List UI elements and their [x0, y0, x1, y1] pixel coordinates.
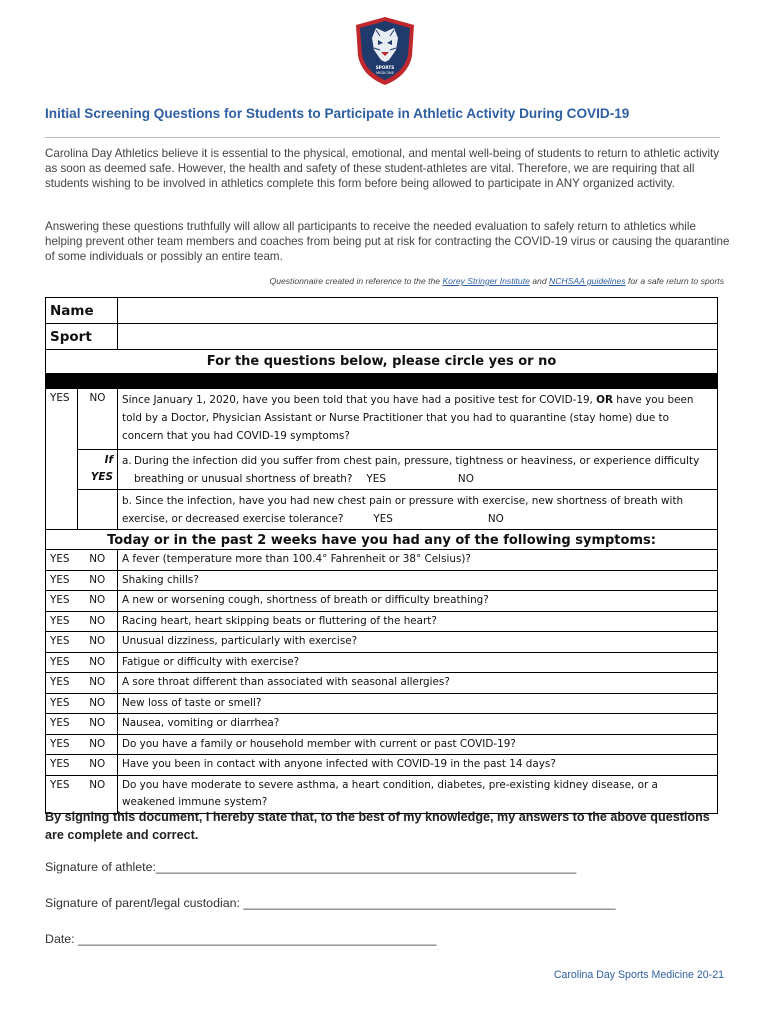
reference-middle: and	[529, 276, 549, 286]
symptom-no-option[interactable]: NO	[78, 632, 118, 653]
symptom-question: New loss of taste or smell?	[118, 693, 718, 714]
symptom-row	[46, 632, 718, 653]
symptom-question: Do you have a family or household member with current or past COVID-19?	[118, 734, 718, 755]
symptom-row	[46, 550, 718, 571]
qa-no-option[interactable]: NO	[457, 473, 474, 485]
symptom-question: Unusual dizziness, particularly with exercise?	[118, 632, 718, 653]
screening-table	[45, 297, 718, 814]
symptom-no-option[interactable]: NO	[78, 673, 118, 694]
symptom-row	[46, 714, 718, 735]
symptom-yes-option[interactable]: YES	[46, 550, 78, 571]
date-line[interactable]: ____________________________________________________	[78, 932, 437, 946]
symptom-question: A new or worsening cough, shortness of breath or difficulty breathing?	[118, 591, 718, 612]
q1-no-option[interactable]: NO	[78, 389, 118, 450]
symptom-no-option[interactable]: NO	[78, 734, 118, 755]
symptom-yes-option[interactable]: YES	[46, 632, 78, 653]
symptom-no-option[interactable]: NO	[78, 755, 118, 776]
logo-text-line1: SPORTS	[375, 65, 395, 70]
purpose-paragraph: Answering these questions truthfully will allow all participants to receive the needed evaluation to safely return to athletics while helping prevent other team members and coaches from being put at risk for contracting the COVID-19 virus or causing the quarantine of some individuals or possibly an entire team.	[45, 220, 730, 263]
symptom-yes-option[interactable]: YES	[46, 652, 78, 673]
q1-text-post: have you been told by a Doctor, Physician Assistant or Nurse Practitioner that you had to quarantine (stay home) due to concern that you had COVID-19 symptoms?	[122, 394, 694, 442]
reference-prefix: Questionnaire created in reference to the the	[269, 276, 443, 286]
q2-blank-cell	[46, 450, 78, 490]
q1-or: OR	[596, 394, 613, 406]
symptom-yes-option[interactable]: YES	[46, 591, 78, 612]
symptom-yes-option[interactable]: YES	[46, 755, 78, 776]
symptom-no-option[interactable]: NO	[78, 775, 118, 813]
q1-yes-option[interactable]: YES	[46, 389, 78, 450]
circle-heading: For the questions below, please circle yes or no	[46, 350, 718, 374]
sport-label: Sport	[46, 324, 118, 350]
nchsaa-guidelines-link[interactable]: NCHSAA guidelines	[549, 276, 626, 286]
q1-text-pre: Since January 1, 2020, have you been told that you have had a positive test for COVID-19,	[122, 394, 597, 406]
qb-yes-option[interactable]: YES	[373, 513, 393, 525]
athlete-signature-row	[45, 860, 576, 874]
symptom-row	[46, 611, 718, 632]
parent-signature-label: Signature of parent/legal custodian:	[45, 896, 244, 910]
logo-text-line2: MEDICINE	[376, 71, 394, 75]
korey-stringer-link[interactable]: Korey Stringer Institute	[442, 276, 530, 286]
page-title: Initial Screening Questions for Students to Participate in Athletic Activity During COVID-19	[45, 106, 630, 121]
symptom-row	[46, 673, 718, 694]
symptoms-list	[46, 550, 718, 814]
name-field[interactable]	[118, 298, 718, 324]
symptom-question: A fever (temperature more than 100.4° Fahrenheit or 38° Celsius)?	[118, 550, 718, 571]
sport-field[interactable]	[118, 324, 718, 350]
symptom-row	[46, 652, 718, 673]
symptom-no-option[interactable]: NO	[78, 714, 118, 735]
symptom-yes-option[interactable]: YES	[46, 673, 78, 694]
symptom-yes-option[interactable]: YES	[46, 693, 78, 714]
parent-signature-row	[45, 896, 616, 910]
symptom-no-option[interactable]: NO	[78, 591, 118, 612]
qa-label: a.	[122, 455, 132, 467]
symptom-no-option[interactable]: NO	[78, 652, 118, 673]
footer-text: Carolina Day Sports Medicine 20-21	[553, 969, 724, 981]
symptom-question: A sore throat different than associated with seasonal allergies?	[118, 673, 718, 694]
sports-medicine-logo	[354, 16, 416, 86]
if-yes-label: If YES	[78, 450, 118, 490]
athlete-signature-label: Signature of athlete:	[45, 860, 156, 874]
qb-question	[118, 490, 718, 530]
symptom-yes-option[interactable]: YES	[46, 775, 78, 813]
symptom-question: Shaking chills?	[118, 570, 718, 591]
date-row	[45, 932, 436, 946]
qb-blank-cell-2	[78, 490, 118, 530]
symptoms-heading: Today or in the past 2 weeks have you had any of the following symptoms:	[46, 530, 718, 550]
signing-statement: By signing this document, I hereby state that, to the best of my knowledge, my answers to the above questions are complete and correct.	[45, 810, 710, 842]
qa-question	[118, 450, 718, 490]
name-label: Name	[46, 298, 118, 324]
symptom-no-option[interactable]: NO	[78, 570, 118, 591]
symptom-no-option[interactable]: NO	[78, 693, 118, 714]
symptom-no-option[interactable]: NO	[78, 550, 118, 571]
qa-text: During the infection did you suffer from chest pain, pressure, tightness or heaviness, or experience difficulty breathing or unusual shortness of breath?	[134, 455, 700, 485]
date-label: Date:	[45, 932, 79, 946]
qb-no-option[interactable]: NO	[487, 513, 504, 525]
qb-text: b. Since the infection, have you had new chest pain or pressure with exercise, new shortness of breath with exercise, or decreased exercise tolerance?	[122, 495, 684, 525]
symptom-row	[46, 755, 718, 776]
symptom-question: Fatigue or difficulty with exercise?	[118, 652, 718, 673]
symptom-yes-option[interactable]: YES	[46, 570, 78, 591]
reference-suffix: for a safe return to sports	[625, 276, 724, 286]
symptom-yes-option[interactable]: YES	[46, 611, 78, 632]
reference-note	[270, 276, 724, 286]
symptom-row	[46, 591, 718, 612]
qa-yes-option[interactable]: YES	[366, 473, 386, 485]
black-separator-bar	[46, 374, 718, 389]
athlete-signature-line[interactable]: _____________________________________________________________	[155, 860, 577, 874]
symptom-question: Have you been in contact with anyone infected with COVID-19 in the past 14 days?	[118, 755, 718, 776]
symptom-yes-option[interactable]: YES	[46, 734, 78, 755]
symptom-row	[46, 570, 718, 591]
qb-blank-cell-1	[46, 490, 78, 530]
symptom-question: Nausea, vomiting or diarrhea?	[118, 714, 718, 735]
symptom-yes-option[interactable]: YES	[46, 714, 78, 735]
q1-positive-test-question	[118, 389, 718, 450]
symptom-row	[46, 693, 718, 714]
symptom-question: Do you have moderate to severe asthma, a heart condition, diabetes, pre-existing kidney disease, or a weakened immune system?	[118, 775, 718, 813]
title-divider	[45, 137, 720, 138]
symptom-question: Racing heart, heart skipping beats or fluttering of the heart?	[118, 611, 718, 632]
intro-paragraph: Carolina Day Athletics believe it is essential to the physical, emotional, and mental well-being of students to return to athletic activity as soon as deemed safe. However, the health and safety of these student-athletes are vital. Therefore, we are requiring that all students wishing to be involved in athletics complete this form before being allowed to participate in ANY organized activity.	[45, 147, 720, 190]
symptom-row	[46, 734, 718, 755]
symptom-no-option[interactable]: NO	[78, 611, 118, 632]
parent-signature-line[interactable]: ______________________________________________________	[243, 896, 616, 910]
